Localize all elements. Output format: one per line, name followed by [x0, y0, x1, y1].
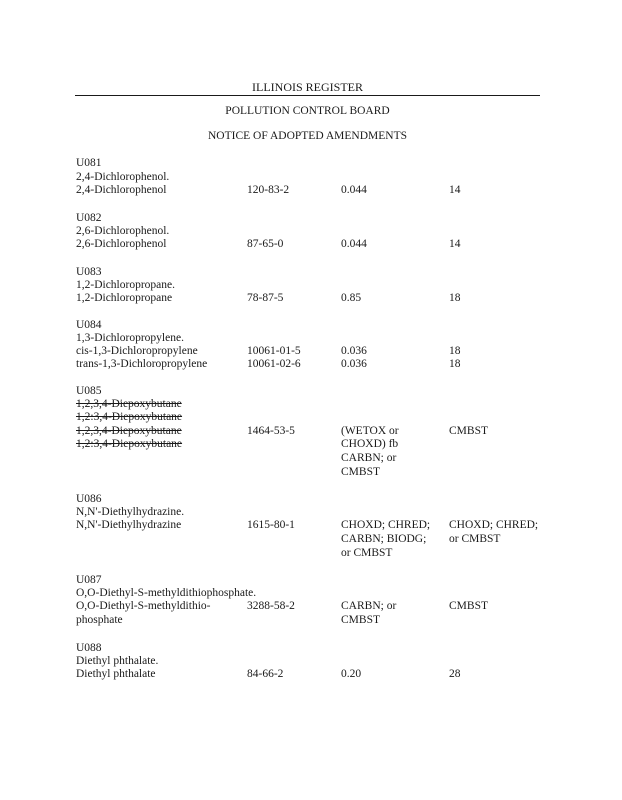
chemical-name-cell: N,N'-Diethylhydrazine.	[76, 506, 185, 518]
entry-line	[0, 586, 622, 600]
nonwastewater-standard-cell: 18	[449, 345, 461, 357]
nonwastewater-standard-cell: or CMBST	[449, 533, 501, 545]
chemical-name-cell: 1,2:3,4-Diepoxybutane	[76, 438, 183, 450]
nonwastewater-standard-cell: 28	[449, 668, 461, 680]
entry-line	[0, 546, 622, 560]
wastewater-standard-cell: CARBN; BIODG;	[341, 533, 427, 545]
register-header: ILLINOIS REGISTER	[75, 80, 540, 96]
cas-number-cell: 78-87-5	[247, 292, 284, 304]
nonwastewater-standard-cell: CMBST	[449, 425, 488, 437]
chemical-name-cell: 1,2-Dichloropropane.	[76, 279, 175, 291]
wastewater-standard-cell: CMBST	[341, 466, 380, 478]
wastewater-standard-cell: CMBST	[341, 614, 380, 626]
wastewater-standard-cell: 0.036	[341, 358, 367, 370]
wastewater-standard-cell: CARBN; or	[341, 600, 397, 612]
entry-line	[0, 331, 622, 345]
entry-line	[0, 156, 622, 170]
chemical-name-cell: U087	[76, 574, 102, 586]
entry-line	[0, 532, 622, 546]
nonwastewater-standard-cell: 14	[449, 184, 461, 196]
wastewater-standard-cell: 0.044	[341, 184, 367, 196]
chemical-name-cell: Diethyl phthalate.	[76, 655, 159, 667]
chemical-name-cell: phosphate	[76, 614, 123, 626]
wastewater-standard-cell: CHOXD; CHRED;	[341, 519, 431, 531]
chemical-name-cell: cis-1,3-Dichloropropylene	[76, 345, 198, 357]
chemical-name-cell: 2,6-Dichlorophenol	[76, 238, 167, 250]
wastewater-standard-cell: CARBN; or	[341, 452, 397, 464]
nonwastewater-standard-cell: 18	[449, 358, 461, 370]
chemical-name-cell: U084	[76, 319, 102, 331]
wastewater-standard-cell: or CMBST	[341, 547, 393, 559]
chemical-name-cell: U082	[76, 212, 102, 224]
entry-line	[0, 357, 622, 371]
entry-line	[0, 573, 622, 587]
board-title: POLLUTION CONTROL BOARD	[225, 105, 390, 117]
entry-line	[0, 224, 622, 238]
cas-number-cell: 3288-58-2	[247, 600, 295, 612]
nonwastewater-standard-cell: 18	[449, 292, 461, 304]
entry-line	[0, 451, 622, 465]
chemical-name-cell: 1,2,3,4-Diepoxybutane	[76, 425, 182, 437]
wastewater-standard-cell: 0.044	[341, 238, 367, 250]
entry-line	[0, 291, 622, 305]
cas-number-cell: 1464-53-5	[247, 425, 295, 437]
chemical-name-cell: 2,6-Dichlorophenol.	[76, 225, 170, 237]
wastewater-standard-cell: 0.20	[341, 668, 362, 680]
chemical-name-cell: U088	[76, 642, 102, 654]
entry-line	[0, 410, 622, 424]
chemical-name-cell: trans-1,3-Dichloropropylene	[76, 358, 208, 370]
entry-line	[0, 641, 622, 655]
nonwastewater-standard-cell: 14	[449, 238, 461, 250]
wastewater-standard-cell: 0.85	[341, 292, 362, 304]
chemical-name-cell: 1,2-Dichloropropane	[76, 292, 173, 304]
entry-line	[0, 170, 622, 184]
notice-title: NOTICE OF ADOPTED AMENDMENTS	[207, 130, 408, 142]
entry-line	[0, 667, 622, 681]
entry-line	[0, 465, 622, 479]
chemical-name-cell: Diethyl phthalate	[76, 668, 156, 680]
cas-number-cell: 84-66-2	[247, 668, 284, 680]
cas-number-cell: 10061-01-5	[247, 345, 301, 357]
chemical-name-cell: 2,4-Dichlorophenol	[76, 184, 167, 196]
entry-line	[0, 237, 622, 251]
chemical-name-cell: 1,2,3,4-Diepoxybutane	[76, 398, 182, 410]
entry-line	[0, 384, 622, 398]
chemical-name-cell: 1,3-Dichloropropylene.	[76, 332, 184, 344]
chemical-name-cell: U083	[76, 266, 102, 278]
entry-line	[0, 437, 622, 451]
chemical-name-cell: U081	[76, 157, 102, 169]
chemical-name-cell: N,N'-Diethylhydrazine	[76, 519, 182, 531]
chemical-name-cell: 1,2:3,4-Diepoxybutane	[76, 411, 183, 423]
cas-number-cell: 10061-02-6	[247, 358, 301, 370]
cas-number-cell: 1615-80-1	[247, 519, 295, 531]
entry-line	[0, 344, 622, 358]
wastewater-standard-cell: 0.036	[341, 345, 367, 357]
wastewater-standard-cell: (WETOX or	[341, 425, 399, 437]
entry-line	[0, 183, 622, 197]
entry-line	[0, 278, 622, 292]
entry-line	[0, 211, 622, 225]
chemical-name-cell: U085	[76, 385, 102, 397]
wastewater-standard-cell: CHOXD) fb	[341, 438, 399, 450]
entry-line	[0, 505, 622, 519]
chemical-name-cell: O,O-Diethyl-S-methyldithio-	[76, 600, 211, 612]
entry-line	[0, 613, 622, 627]
chemical-name-cell: U086	[76, 493, 102, 505]
cas-number-cell: 87-65-0	[247, 238, 284, 250]
entry-line	[0, 318, 622, 332]
nonwastewater-standard-cell: CMBST	[449, 600, 488, 612]
entry-line	[0, 492, 622, 506]
entry-line	[0, 518, 622, 532]
cas-number-cell: 120-83-2	[247, 184, 290, 196]
chemical-name-cell: O,O-Diethyl-S-methyldithiophosphate.	[76, 587, 257, 599]
entry-line	[0, 424, 622, 438]
entry-line	[0, 397, 622, 411]
entry-line	[0, 599, 622, 613]
nonwastewater-standard-cell: CHOXD; CHRED;	[449, 519, 539, 531]
chemical-name-cell: 2,4-Dichlorophenol.	[76, 171, 170, 183]
entry-line	[0, 265, 622, 279]
entry-line	[0, 654, 622, 668]
